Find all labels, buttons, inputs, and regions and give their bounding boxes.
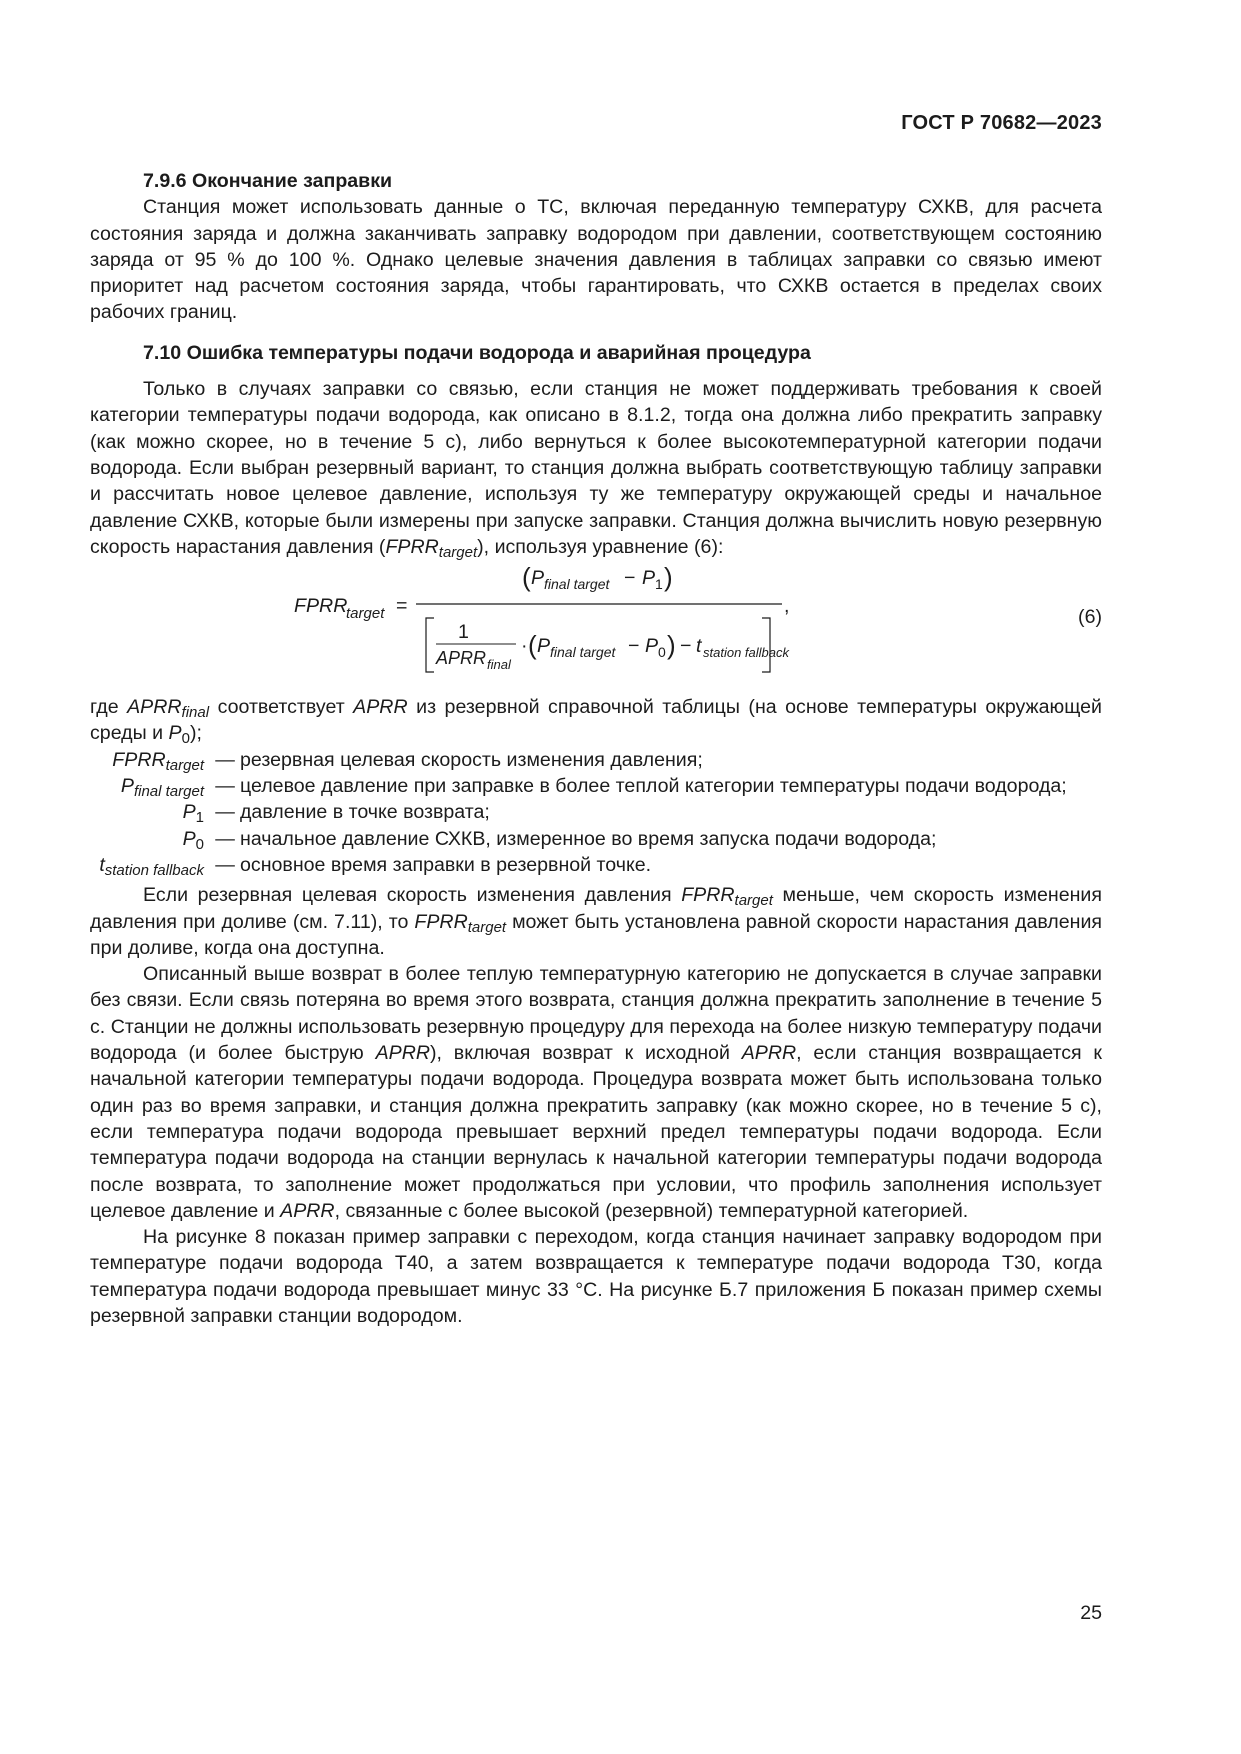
definition-dash: —: [215, 748, 235, 771]
paragraph-fprr-topoff: Если резервная целевая скорость изменения давления $FPRR_{target}$ меньше, чем скорость изменения давления при доливе (см. 7.11), то $FPRR_{target}$ может быть установлена равной скорости нарастания давления при доливе, когда она доступна.: [90, 884, 1103, 959]
eq-den-t-sub: station fallback: [703, 645, 789, 661]
eq-lhs-sub: target: [346, 605, 385, 623]
eq-num-p1-sub: 1: [655, 576, 663, 593]
eq-num-rparen: ): [664, 566, 673, 593]
definition-item: [90, 799, 1102, 825]
eq-den-t: t: [696, 635, 702, 658]
definition-text: начальное давление СХКВ, измеренное во время запуска подачи водорода;: [240, 827, 937, 850]
eq-den-rparen: ): [667, 630, 676, 661]
definition-symbol: $FPRR_{target}$: [112, 748, 204, 774]
document-id: ГОСТ Р 70682—2023: [901, 112, 1102, 134]
heading-7-10: 7.10 Ошибка температуры подачи водорода и аварийная процедура: [143, 341, 811, 364]
eq-num-minus: −: [624, 567, 636, 590]
equation-number: (6): [1078, 606, 1102, 629]
definitions-list: [90, 747, 1102, 878]
eq-equals: =: [396, 595, 408, 618]
eq-num-p-final-sub: final target: [544, 576, 610, 593]
eq-den-minus2: −: [680, 635, 692, 658]
definition-dash: —: [215, 827, 235, 850]
eq-den-p0: P: [645, 635, 659, 658]
eq-num-lparen: (: [522, 566, 531, 593]
definition-symbol: $P_{final target}$: [120, 775, 204, 801]
eq-den-p0-sub: 0: [658, 644, 666, 661]
where-clause: где $APRR_{final}$ соответствует APRR из резервной справочной таблицы (на основе температуры окружающей среды и $P_0$);: [90, 696, 1102, 748]
eq-den-one: 1: [458, 621, 469, 644]
equation-graphic: [90, 566, 1102, 684]
eq-num-p-final: P: [531, 567, 545, 590]
paragraph-return-procedure: Описанный выше возврат в более теплую температурную категорию не допускается в случае заправки без связи. Если связь потеряна во время этого возврата, станция должна прекратить заполнение в течение 5 с. Станции не должны использовать резервную процедуру для перехода на более низкую температуру подачи водорода (и более быструю APRR), включая возврат к исходной APRR, если станция возвращается к начальной категории температуры подачи водорода. Процедура возврата может быть использована только один раз во время заправки, и станция должна прекратить заправку (как можно скорее, но в течение 5 с), если температура подачи водорода превышает верхний предел температуры подачи водорода. Если температура подачи водорода на станции вернулась к начальной категории температуры подачи водорода после возврата, то заполнение может продолжаться при условии, что профиль заполнения использует целевое давление и APRR, связанные с более высокой (резервной) температурной категорией.: [90, 963, 1103, 1222]
definition-symbol: $P_1$: [182, 801, 204, 827]
eq-den-p-final: P: [537, 635, 551, 658]
definition-symbol: $P_0$: [182, 827, 204, 853]
eq-den-aprr-sub: final: [487, 657, 511, 673]
eq-den-lparen: (: [528, 630, 537, 661]
eq-den-minus1: −: [628, 635, 640, 658]
paragraph-7-10-intro: Только в случаях заправки со связью, если станция не может поддерживать требования к своей категории температуры подачи водорода, как описано в 8.1.2, тогда она должна либо прекратить заправку (как можно скорее, но в течение 5 с), либо вернуться к более высокотемпературной категории подачи водорода. Если выбран резервный вариант, то станция должна выбрать соответствующую таблицу заправки и рассчитать новое целевое давление, используя ту же температуру окружающей среды и начальное давление СХКВ, которые были измерены при запуске заправки. Станция должна вычислить новую резервную скорость нарастания давления $(FPRR_{target})$, используя уравнение (6):: [90, 378, 1102, 561]
definition-text: основное время заправки в резервной точке.: [240, 853, 652, 876]
definition-text: давление в точке возврата;: [240, 801, 490, 824]
definition-symbol: $t_{station fallback}$: [99, 853, 204, 879]
eq-den-aprr: APRR: [436, 648, 487, 669]
definition-item: [90, 826, 1102, 852]
definition-item: [90, 852, 1102, 878]
eq-lhs: FPRR: [294, 595, 348, 618]
page-body: [90, 168, 1102, 1329]
eq-den-p-final-sub: final target: [550, 644, 616, 661]
paragraph-7-9-6: Станция может использовать данные о ТС, включая переданную температуру СХКВ, для расчета состояния заряда и должна заканчивать заправку водородом при давлении, соответствующем состоянию заряда от 95 % до 100 %. Однако целевые значения давления в таблицах заправки со связью имеют приоритет над расчетом состояния заряда, чтобы гарантировать, что СХКВ остается в пределах своих рабочих границ.: [90, 196, 1102, 324]
definition-text: целевое давление при заправке в более теплой категории температуры подачи водорода;: [240, 775, 1067, 798]
equation-6: [90, 566, 1102, 684]
eq-den-dot: ·: [521, 635, 528, 658]
paragraph-figure-reference: На рисунке 8 показан пример заправки с переходом, когда станция начинает заправку водородом при температуре подачи водорода Т40, а затем возвращается к температуре подачи водорода Т30, когда температура подачи водорода превышает минус 33 °С. На рисунке Б.7 приложения Б показан пример схемы резервной заправки станции водородом.: [90, 1226, 1102, 1327]
page-number: 25: [1080, 1602, 1102, 1624]
definition-dash: —: [215, 775, 235, 798]
definition-item: [90, 747, 1102, 773]
eq-num-p1: P: [642, 567, 656, 590]
eq-den-left-bracket: [426, 618, 434, 672]
definition-text: резервная целевая скорость изменения давления;: [240, 748, 703, 771]
heading-7-9-6: 7.9.6 Окончание заправки: [143, 170, 393, 192]
definition-dash: —: [215, 801, 235, 824]
eq-comma: ,: [784, 595, 790, 618]
definition-item: [90, 773, 1102, 799]
definition-dash: —: [215, 853, 235, 876]
